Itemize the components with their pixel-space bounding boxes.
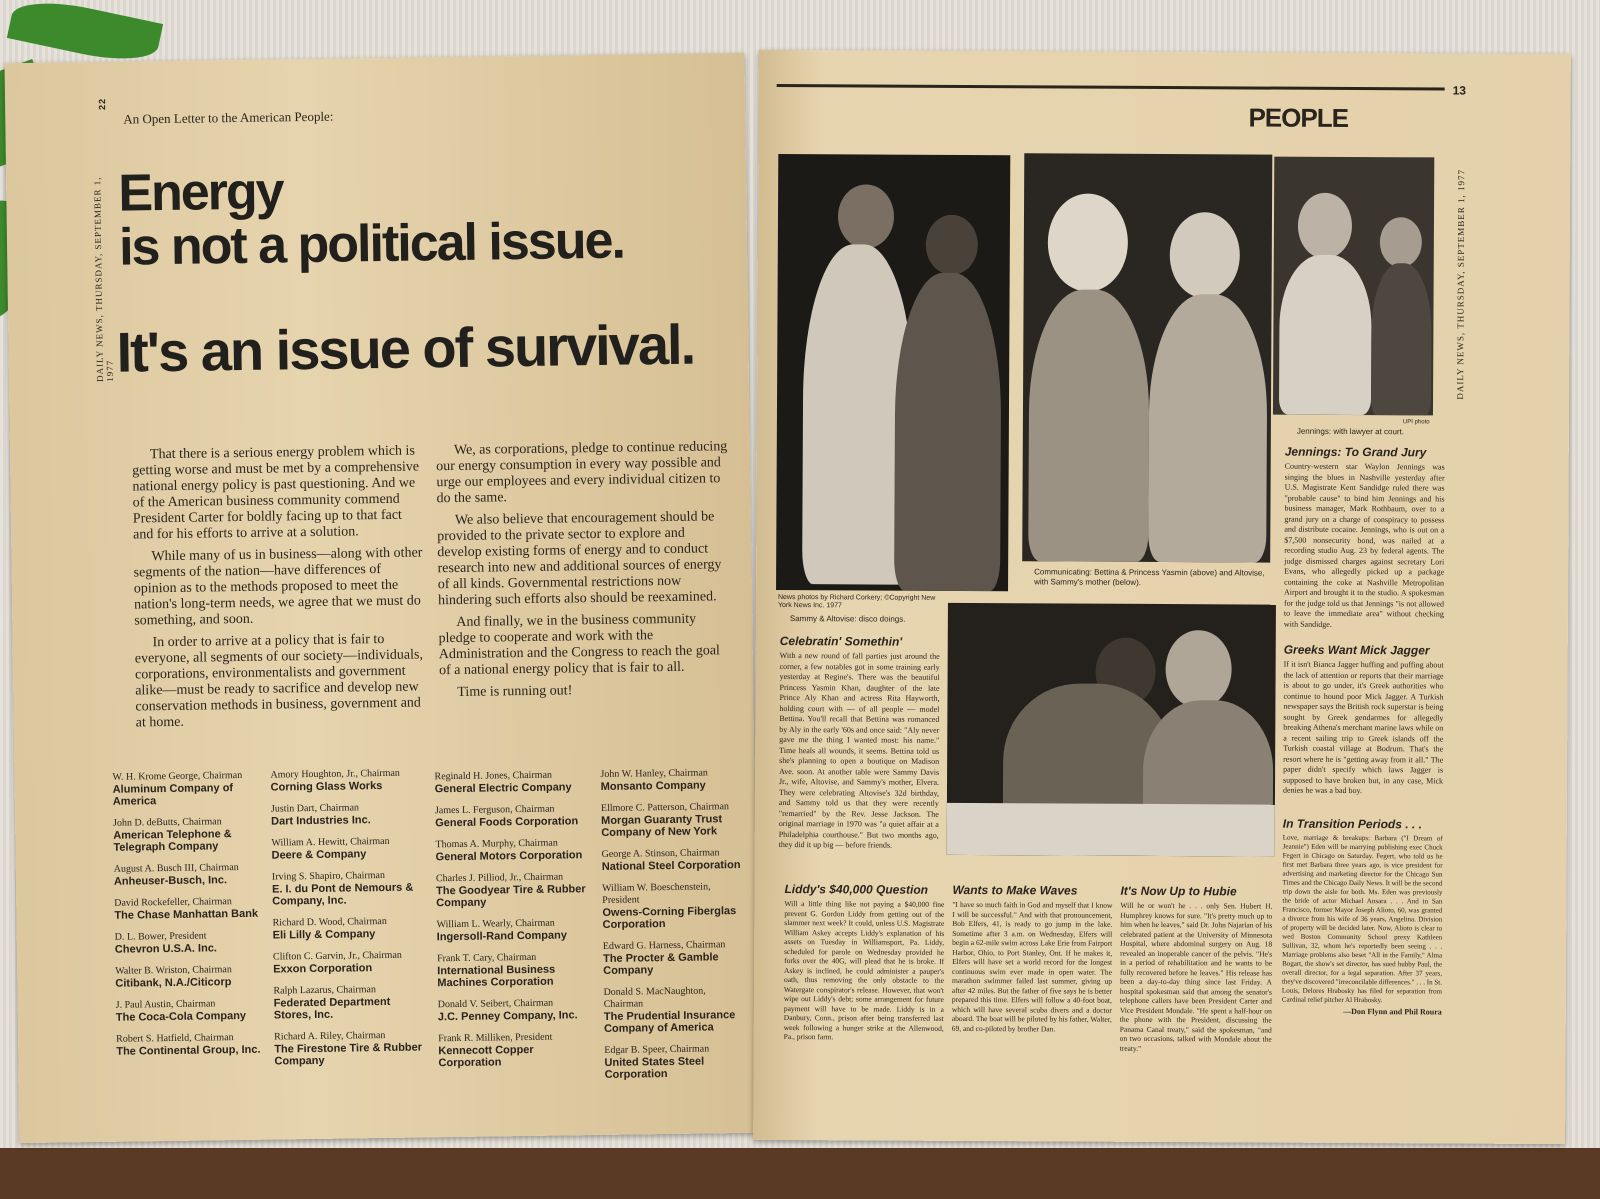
ad-body-column-2 — [436, 439, 732, 707]
signatory: J. Paul Austin, Chairman The Coca-Cola Company — [115, 998, 247, 1024]
story-body: With a new round of fall parties just around the corner, a few notables got in some training early yesterday at Regine's. There was the beautiful Princess Yasmin Khan, daughter of the late Prince Aly Khan and actress Rita Hayworth, holding court with — of all people — model Bettina. You'll recall that Bettina was romanced by Aly in the early '60s and once said: "Aly never gave me the thing I wanted most: his name." Time heals all wounds, it seems. Bettina told us she's planning to open a boutique on Madison Ave. soon. At another table were Sammy Davis Jr., wife, Altovise, and Sammy's mother, Elvera. They were celebrating Altovise's 32d birthday, and Sammy told us that they were recently "remarried" by the Rev. Jesse Jackson. The original marriage in 1970 was "a quiet affair at a Philadelphia courthouse." But two months ago, they did it up big — before friends. — [778, 650, 940, 850]
ad-paragraph: And finally, we in the business community pledge to cooperate and work with the Administration and the Congress to reach the goal of a national energy policy that is fair to all. — [438, 611, 720, 679]
photo-figure — [894, 273, 1002, 592]
photo-caption: Sammy & Altovise: disco doings. — [789, 614, 906, 624]
story-headline: Wants to Make Waves — [952, 882, 1078, 898]
signatory: John W. Hanley, Chairman Monsanto Company — [600, 767, 708, 793]
signatory: Richard D. Wood, Chairman Eli Lilly & Company — [272, 915, 387, 942]
signatory: Ralph Lazarus, Chairman Federated Department Stores, Inc. — [273, 984, 391, 1022]
photo-caption: Jennings: with lawyer at court. — [1296, 426, 1405, 437]
signatory: Frank R. Milliken, President Kennecott Copper Corporation — [438, 1031, 553, 1070]
page-margin-dateline: DAILY NEWS, THURSDAY, SEPTEMBER 1, 1977 — [92, 176, 115, 382]
signatory: Justin Dart, Chairman Dart Industries Inc. — [270, 802, 371, 828]
photo-figure — [1298, 193, 1352, 259]
signatory: Amory Houghton, Jr., Chairman Corning Glass Works — [270, 767, 400, 794]
photo-figure — [1028, 289, 1149, 562]
wooden-table-edge — [0, 1148, 1600, 1199]
story-headline: It's Now Up to Hubie — [1120, 883, 1237, 899]
story-headline: Celebratin' Somethin' — [779, 633, 903, 649]
story-hubie — [1120, 884, 1273, 1054]
headline-line-1: Energy — [117, 162, 284, 223]
ad-closing-line: Time is running out! — [457, 683, 573, 700]
ad-body-column-1 — [132, 443, 426, 737]
photo-altovise-elvera — [947, 603, 1276, 857]
ad-paragraph: That there is a serious energy problem which is getting worse and must be met by a comprehensive national energy policy is past questioning. And we of the American business community commend President Carter for boldly facing up to that fact and for his efforts to arrive at a solution. — [132, 443, 420, 543]
photo-figure — [1148, 294, 1267, 563]
story-body: Country-western star Waylon Jennings was singing the blues in Nashville yesterday after U.S. Magistrate Kent Sandidge ruled there was "probable cause" to bind him Jennings and his business manager, Mark Rothbaum, over to a grand jury on a charge of conspiracy to possess and distribute cocaine. Jennings, who is out on a $7,500 nonsecurity bond, was nailed at a recording studio Aug. 23 by federal agents. The judge dismissed charges against secretary Lori Evans, who allegedly picked up a package containing the coke at Nashville Metropolitan Airport and brought it to the studio. A spokesman for the judge told us that Jennings "is not allowed to leave the immediate area" without checking with Sandidge. — [1283, 461, 1445, 629]
signatory: W. H. Krome George, Chairman Aluminum Company of America — [112, 769, 243, 808]
photo-figure — [1170, 212, 1240, 298]
signatory: Ellmore C. Patterson, Chairman Morgan Guaranty Trust Company of New York — [600, 801, 730, 839]
photo-figure — [1380, 217, 1422, 267]
headline-line-2: is not a political issue. — [118, 211, 625, 277]
signatory: Edward G. Harness, Chairman The Procter & Gamble Company — [602, 939, 726, 977]
photo-figure — [1279, 255, 1372, 415]
photo-figure — [1371, 263, 1432, 415]
story-byline: —Don Flynn and Phil Roura — [1343, 1006, 1442, 1017]
page-margin-dateline: DAILY NEWS, THURSDAY, SEPTEMBER 1, 1977 — [1455, 168, 1467, 400]
story-waves — [952, 883, 1113, 1034]
signatory: David Rockefeller, Chairman The Chase Manhattan Bank — [114, 896, 259, 922]
signatory: August A. Busch III, Chairman Anheuser-Busch, Inc. — [113, 862, 239, 888]
story-jennings — [1284, 445, 1445, 631]
signatory: James L. Ferguson, Chairman General Foods Corporation — [434, 803, 579, 830]
signatory: Robert S. Hatfield, Chairman The Continental Group, Inc. — [116, 1032, 261, 1058]
photo-figure — [838, 184, 894, 248]
signatory: Reginald H. Jones, Chairman General Electric Company — [434, 769, 572, 796]
signatory: Donald V. Seibert, Chairman J.C. Penney Company, Inc. — [437, 997, 578, 1024]
ad-paragraph: While many of us in business—along with other segments of the nation—have differences of opinion as to the methods proposed to meet the nation's long-term needs, we agree that we must do something, and soon. — [133, 545, 423, 629]
signatory: Donald S. MacNaughton, Chairman The Prudential Insurance Company of America — [603, 985, 736, 1035]
photo-jennings — [1273, 157, 1434, 416]
signatory: Richard A. Riley, Chairman The Firestone Tire & Rubber Company — [274, 1029, 423, 1068]
photo-credit: News photos by Richard Corkery; ©Copyright New York News Inc. 1977 — [777, 593, 936, 610]
story-transition — [1282, 817, 1443, 1018]
signatory: William L. Wearly, Chairman Ingersoll-Rand Company — [436, 917, 568, 944]
signatory-column-1 — [112, 770, 266, 1068]
ad-paragraph: We, as corporations, pledge to continue reducing our energy consumption in every way possible and urge our employees and every individual citizen to do the same. — [436, 439, 728, 507]
signatory-column-3 — [434, 769, 588, 1079]
signatory: D. L. Bower, President Chevron U.S.A. Inc. — [114, 930, 218, 956]
signatory-column-2 — [270, 767, 424, 1077]
story-body: Will he or won't he . . . only Sen. Hubert H. Humphrey knows for sure. "It's pretty much up to him when he leaves," said Dr. John Najarian of his celebrated patient at the University of Minnesota Hospital, where abdominal surgery on Aug. 18 revealed an inoperable cancer of the pelvis. "He's in a period of rehabilitation and he wants to be fully recovered before he leaves." His release has been a day-to-day thing since last Friday. A hospital spokesman said that among the senator's telephone callers have been President Carter and Vice President Mondale. "He spent a half-hour on the phone with the President, discussing the Panama Canal treaty," said the spokesman, "and on two occasions, talked with Mondale about the treaty." — [1119, 900, 1273, 1053]
page-number: 13 — [1452, 83, 1467, 98]
photo-caption: Communicating: Bettina & Princess Yasmin (above) and Altovise, with Sammy's mother (below). — [1034, 567, 1265, 587]
story-headline: Liddy's $40,000 Question — [784, 882, 929, 897]
story-liddy — [784, 882, 945, 1042]
story-body: "I have so much faith in God and myself that I know I will be successful." And with that pronouncement, Bob Elfers, 41, is ready to go jump in the lake. Sometime after 3 a.m. on Wednesday, Elfers will begin a 62-mile swim across Lake Erie from Fairport Harbor, Ohio, to Port Stanley, Ont. If he makes it, Elfers will have set a world record for the longest continuous swim ever made in open water. The marathon swimmer failed last summer, giving up after 42 miles. But the father of five says he is better prepared this time. Elfers will follow a 40-foot boat, which will have several scuba divers and a doctor aboard. The boat will be piloted by his father, Walter, 69, and co-piloted by brother Dan. — [951, 899, 1113, 1033]
photo-credit: UPI photo — [1402, 419, 1430, 426]
photo-figure — [947, 803, 1275, 857]
photo-figure — [926, 215, 978, 275]
story-headline: Greeks Want Mick Jagger — [1283, 642, 1430, 658]
signatory: Clifton C. Garvin, Jr., Chairman Exxon Corporation — [272, 949, 402, 976]
story-headline: Jennings: To Grand Jury — [1284, 444, 1427, 460]
section-title: PEOPLE — [1248, 102, 1349, 133]
page-number: 22 — [96, 97, 108, 110]
photo-sammy-altovise — [776, 154, 1010, 591]
signatory: John D. deButts, Chairman American Telephone & Telegraph Company — [113, 816, 232, 854]
signatory: Walter B. Wriston, Chairman Citibank, N.A./Citicorp — [115, 964, 232, 990]
signatory: Irving S. Shapiro, Chairman E. I. du Pont de Nemours & Company, Inc. — [271, 869, 414, 908]
photo-figure — [1165, 630, 1231, 708]
signatory: George A. Stinson, Chairman National Steel Corporation — [601, 847, 741, 873]
left-newspaper-page — [4, 53, 759, 1143]
story-headline: In Transition Periods . . . — [1282, 816, 1422, 832]
ad-paragraph: In order to arrive at a policy that is fair to everyone, all segments of our society—individuals, corporations, environmentalists and government alike—must be ready to sacrifice and develop new conservation methods in business, government and at home. — [134, 631, 424, 731]
ad-paragraph: We also believe that encouragement should be provided to the private sector to explore and develop existing forms of energy and to conduct research into new and additional sources of energy of all kinds. Governmental restrictions now hindering such efforts also should be reexamined. — [437, 509, 722, 609]
story-body: Will a little thing like not paying a $40,000 fine prevent G. Gordon Liddy from getting out of the slammer next week? It could, unless U.S. Magistrate William Askey accepts Liddy's explanation of his assets on Tuesday in Williamsport, Pa. Liddy, scheduled for parole on Wednesday provided he forks over the 40G, will plead that he is broke. If Askey is inclined, he could administer a pauper's oath, thus removing the only obstacle to the Watergate conspirator's release. However, that won't wipe out Liddy's debt; some arrangement for future payment will have to be made. Liddy is in a Danbury, Conn., prison after being transferred last week following a hunger strike at the Allenwood, Pa., prison farm. — [783, 899, 945, 1042]
signatory: Edgar B. Speer, Chairman United States Steel Corporation — [604, 1043, 710, 1081]
signatory-column-4 — [600, 767, 744, 1091]
signatory: William W. Boeschenstein, President Owens-Corning Fiberglas Corporation — [602, 881, 737, 931]
story-body: If it isn't Bianca Jagger huffing and puffing about the lack of attention or reports that their marriage is about to go under, it's Greek authorities who continue to hound poor Mick Jagger. A Turkish newspaper says the British rock superstar is being sought by Greek gendarmes for allegedly breaking Athena's merchant marine laws while on a recent sailing trip to Greek islands off the Turkish coastal village at Bodrum. That's the resort where he is "getting away from it all." The paper didn't specify which laws Jagger is supposed to have broken but, in any case, Mick denies he was a bad boy. — [1282, 659, 1444, 796]
story-body: Love, marriage & breakups: Barbara ("I Dream of Jeannie") Eden will be marrying publishing exec Chuck Fegert in Chicago on Saturday. Fegert, who told us he first met Barbara three years ago, is vice president for advertising and marketing director for the Chicago Sun Times and the Chicago Daily News. It will be the second trip down the aisle for both. Ms. Eden was previously the bride of actor Michael Ansara . . . And in San Francisco, former Mayor Joseph Alioto, 60, was granted a divorce from his wife of 36 years, Angelina. Division of property will be decided later. Now, Alioto is clear to wed Boston Community School prexy Kathleen Sullivan, 32, whom he's reportedly been seeing . . . Marriage problems also beset "All in the Family," Alma Bogart, the show's set director, has sued hubby Paul, the overall director, for a legal separation. After 37 years, they've discovered "irreconcilable differences." . . . In St. Louis, Delores Hrabosky has filed for separation from Cardinal relief pitcher Al Hrabosky. — [1281, 833, 1443, 1005]
ad-kicker: An Open Letter to the American People: — [123, 108, 334, 127]
signatory: Frank T. Cary, Chairman International Business Machines Corporation — [436, 951, 556, 990]
signatory: Charles J. Pilliod, Jr., Chairman The Goodyear Tire & Rubber Company — [435, 871, 586, 910]
photo-figure — [1048, 193, 1129, 291]
photo-bettina-yasmin — [1022, 153, 1272, 562]
top-rule — [777, 84, 1445, 90]
signatory: Thomas A. Murphy, Chairman General Motors Corporation — [435, 837, 583, 864]
right-newspaper-page — [753, 50, 1571, 1144]
story-celebratin — [779, 634, 940, 851]
headline-line-3: It's an issue of survival. — [116, 312, 695, 384]
story-jagger — [1283, 643, 1444, 797]
signatory: William A. Hewitt, Chairman Deere & Company — [271, 835, 390, 862]
